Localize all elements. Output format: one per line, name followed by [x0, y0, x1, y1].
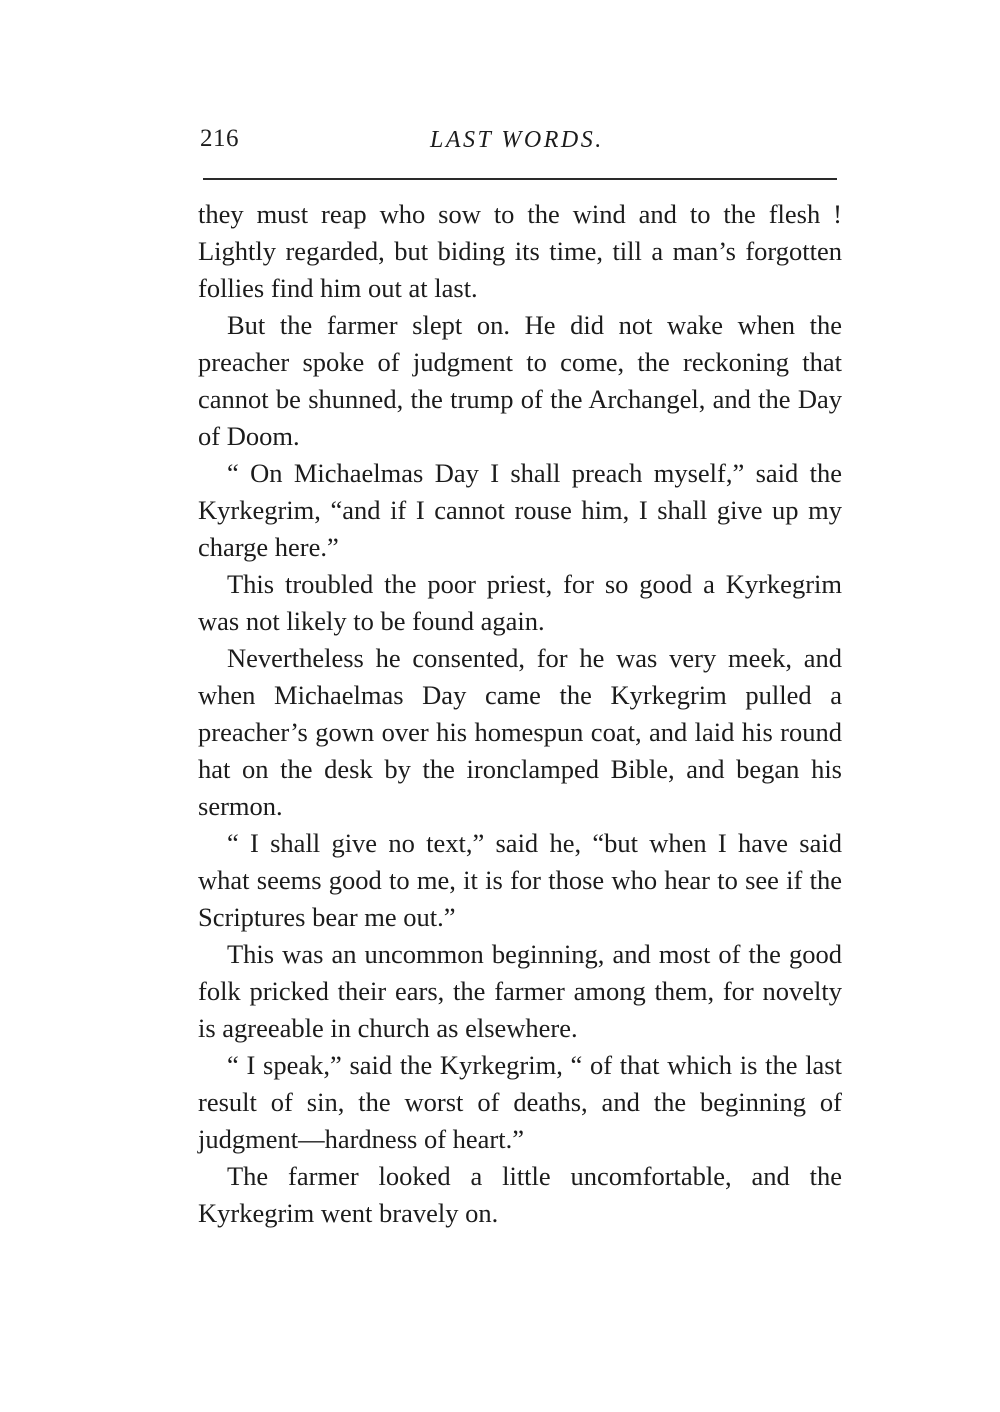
body-text [198, 196, 842, 1232]
header-rule [203, 178, 837, 180]
paragraph-3: “ On Michaelmas Day I shall preach myself,” said the Kyrkegrim, “and if I cannot rouse him, I shall give up my charge here.” [198, 458, 842, 562]
paragraph-5: Nevertheless he consented, for he was very meek, and when Michaelmas Day came the Kyrkegrim pulled a preacher’s gown over his homespun coat, and laid his round hat on the desk by the ironclamped Bible, and began his sermon. [198, 643, 842, 821]
paragraph-1: they must reap who sow to the wind and to the flesh ! Lightly regarded, but biding its time, till a man’s forgotten follies find him out at last. [198, 199, 842, 303]
paragraph-2: But the farmer slept on. He did not wake when the preacher spoke of judgment to come, the reckoning that cannot be shunned, the trump of the Archangel, and the Day of Doom. [198, 310, 842, 451]
running-title: LAST WORDS. [430, 127, 604, 153]
paragraph-9: The farmer looked a little uncomfortable, and the Kyrkegrim went bravely on. [198, 1161, 842, 1228]
paragraph-6: “ I shall give no text,” said he, “but when I have said what seems good to me, it is for those who hear to see if the Scriptures bear me out.” [198, 828, 842, 932]
paragraph-8: “ I speak,” said the Kyrkegrim, “ of that which is the last result of sin, the worst of deaths, and the beginning of judgment—hardness of heart.” [198, 1050, 842, 1154]
page-number: 216 [200, 125, 239, 152]
paragraph-4: This troubled the poor priest, for so good a Kyrkegrim was not likely to be found again. [198, 569, 842, 636]
paragraph-7: This was an uncommon beginning, and most of the good folk pricked their ears, the farmer among them, for novelty is agreeable in church as elsewhere. [198, 939, 842, 1043]
